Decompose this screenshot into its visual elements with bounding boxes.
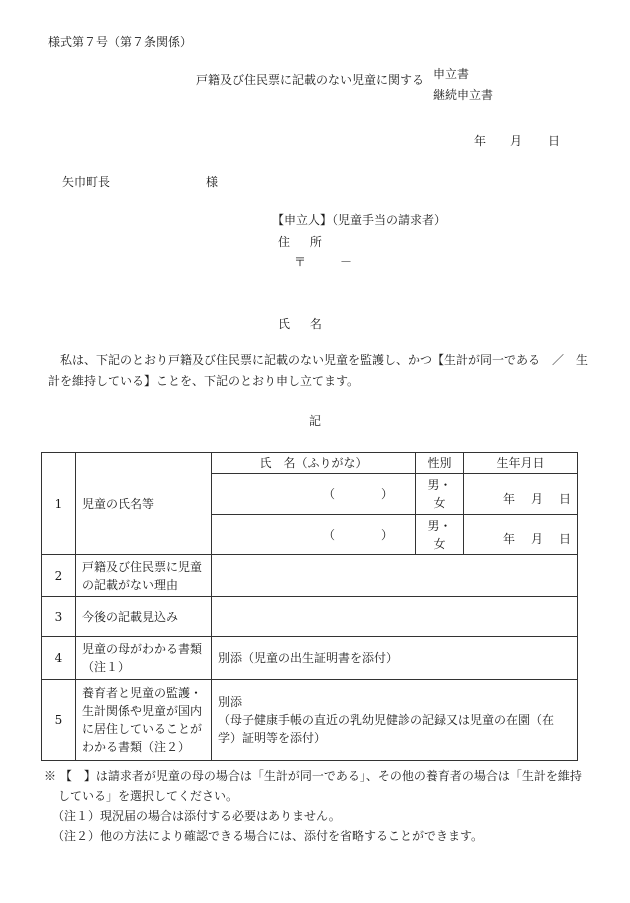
child-birthdate-input[interactable] [464, 515, 578, 555]
content-line: （母子健康手帳の直近の乳幼児健診の記録又は児童の在園（在学）証明等を添付） [218, 713, 555, 745]
date-year-label: 年 [474, 134, 487, 148]
paren-open: （ [322, 487, 335, 501]
child-birthdate-input[interactable] [464, 474, 578, 515]
applicant-heading: 【申立人】（児童手当の請求者） [272, 213, 447, 227]
note-2: （注２）他の方法により確認できる場合には、添付を省略することができます。 [52, 829, 484, 843]
birth-year-label: 年 [502, 492, 515, 506]
content-line: 別添 [218, 695, 243, 709]
birth-day-label: 日 [558, 492, 571, 506]
child-sex-choice[interactable]: 男・女 [416, 474, 464, 515]
selection-note: ※ 【 】は請求者が児童の母の場合は「生計が同一である」、その他の養育者の場合は「生計を維持している」を選択してください。 [44, 769, 582, 803]
row-number: 3 [42, 597, 76, 637]
row-content: 別添（児童の出生証明書を添付） [212, 637, 578, 680]
postal-mark: 〒 [294, 255, 307, 269]
child-name-input[interactable] [212, 474, 416, 515]
ki-heading: 記 [309, 414, 322, 428]
row-content [212, 680, 578, 761]
row-number: 2 [42, 555, 76, 597]
form-number: 様式第７号（第７条関係） [48, 35, 193, 49]
postal-code-line [294, 254, 352, 270]
row-label: 児童の氏名等 [76, 453, 212, 555]
future-record-input[interactable] [212, 597, 578, 637]
table-header-row [42, 453, 578, 474]
row-label: 戸籍及び住民票に児童の記載がない理由 [76, 555, 212, 597]
date-line [474, 133, 560, 149]
notes-section [44, 766, 584, 846]
birth-day-label: 日 [558, 532, 571, 546]
row-number: 1 [42, 453, 76, 555]
addressee-name: 矢巾町長 [62, 175, 111, 189]
address-label: 住 所 [278, 235, 330, 249]
name-label: 氏 名 [278, 317, 330, 331]
addressee [62, 174, 218, 190]
row-label: 今後の記載見込み [76, 597, 212, 637]
header-sex: 性別 [416, 453, 464, 474]
title-option-continuation: 継続申立書 [433, 88, 494, 102]
table-row [42, 637, 578, 680]
birth-month-label: 月 [530, 532, 543, 546]
postal-dash: － [340, 255, 353, 269]
date-day-label: 日 [548, 134, 561, 148]
child-name-input[interactable] [212, 515, 416, 555]
note-1: （注１）現況届の場合は添付する必要はありません。 [52, 809, 341, 823]
title-option-application: 申立書 [433, 67, 470, 81]
row-number: 5 [42, 680, 76, 761]
birth-year-label: 年 [502, 532, 515, 546]
row-label: 児童の母がわかる書類（注１） [76, 637, 212, 680]
table-row [42, 597, 578, 637]
statement-paragraph: 私は、下記のとおり戸籍及び住民票に記載のない児童を監護し、かつ【生計が同一である ／ 生計を維持している】ことを、下記のとおり申し立てます。 [48, 353, 589, 388]
table-row [42, 680, 578, 761]
paren-open: （ [322, 527, 335, 542]
document-title: 戸籍及び住民票に記載のない児童に関する [196, 73, 425, 87]
header-birth: 生年月日 [464, 453, 578, 474]
row-label: 養育者と児童の監護・生計関係や児童が国内に居住していることがわかる書類（注２） [76, 680, 212, 761]
child-sex-choice[interactable]: 男・女 [416, 515, 464, 555]
table-row [42, 555, 578, 597]
header-name: 氏 名（ふりがな） [212, 453, 416, 474]
birth-month-label: 月 [530, 492, 543, 506]
date-month-label: 月 [510, 134, 523, 148]
paren-close: ） [380, 527, 393, 542]
paren-close: ） [380, 487, 393, 501]
no-record-reason-input[interactable] [212, 555, 578, 597]
addressee-honorific: 様 [206, 175, 219, 189]
row-number: 4 [42, 637, 76, 680]
child-info-table [41, 452, 578, 761]
